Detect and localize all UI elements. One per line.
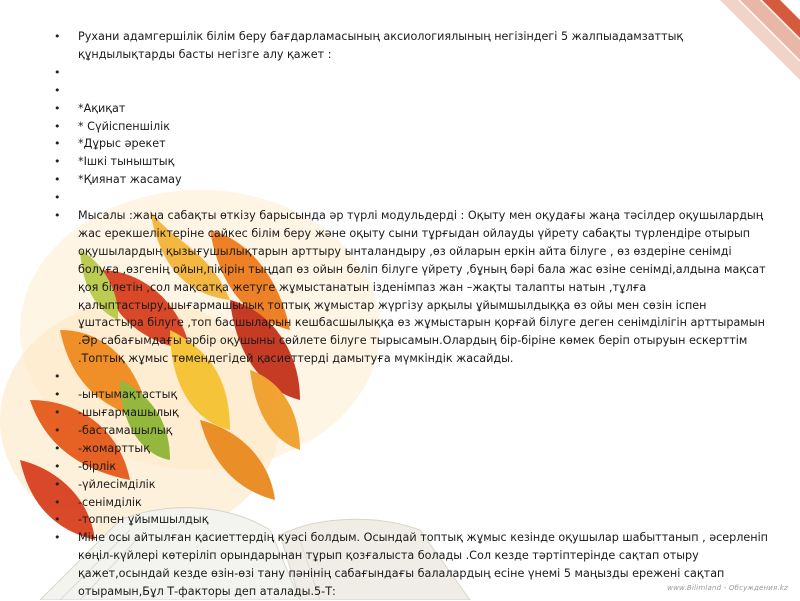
list-item: • -бастамашылық [50, 422, 775, 440]
list-item [50, 82, 775, 100]
list-item: • -бірлік [50, 458, 775, 476]
list-item: • -үйлесімділік [50, 476, 775, 494]
list-item: • -ынтымақтастық [50, 386, 775, 404]
list-item: • -шығармашылық [50, 404, 775, 422]
list-item: • *Ақиқат [50, 100, 775, 118]
list-item: • -жомарттық [50, 440, 775, 458]
list-item: • Рухани адамгершілік білім беру бағдарламасының аксиологиялының негізіндегі 5 жалпыадамзаттық құндылықтарды басты негізге алу қажет : [50, 28, 775, 64]
bullet-list [50, 28, 775, 601]
list-item [50, 64, 775, 82]
list-item: • Мысалы :жаңа сабақты өткізу барысында әр түрлі модульдерді : Оқыту мен оқудағы жаңа тәсілдер оқушылардың жас ерекшеліктеріне сайкес білім беру және оқыту сыни тұрғыдан ойлауды үйрету сабақты түрлендіре отырып оқушылардың қызығушылықтарын арттыру ынталандыру ,өз ойларын еркін айта білуге , өз өздеріне сенімді болуға ,өзгенің ойын,пікірін тыңдап өз ойын бөліп білуге үйрету ,бұның бәрі бала жас өзіне сенімді,алдына мақсат қоя білетін ,сол мақсатқа жетуге жұмыстанатын ізденімпаз жан –жақты талапты натын ,тұлға қалыптастыру,шығармашылық топтық жұмыстар жүргізу арқылы ұйымшылдыққа өз ойы мен сөзін іспен ұштастыра білуге ,топ басшыларын кешбасшылыққа өз жұмыстарын қорғай білуге деген сенімділігін арттырамын .Әр сабағымдағы әрбір оқушыны сөйлете білуге тырысамын.Олардың бір-біріне көмек беріп отыруын ескерттім .Топтық жұмыс төмендегідей қасиеттерді дамытуға мүмкіндік жасайды. [50, 207, 775, 368]
list-item: • * Сүйіспеншілік [50, 118, 775, 136]
watermark: www.Bilimland - Обсуждения.kz [667, 584, 788, 592]
list-item: • *Қиянат жасамау [50, 171, 775, 189]
list-item [50, 368, 775, 386]
list-item: • *Ішкі тыныштық [50, 153, 775, 171]
list-item: • Міне осы айтылған қасиеттердің куәсі болдым. Осындай топтық жұмыс кезінде оқушылар шабыттанып , әсерленіп көңіл-күйлері көтеріліп орындарынан тұрып қозғалыста болады .Сол кезде тәртіптерінде сақтап отыру қажет,осындай кезде өзін-өзі тану пәнінің сабағындағы балалардың есіне үнемі 5 маңызды ережені сақтап отырамын,Бұл Т-факторы деп аталады.5-Т: [50, 529, 775, 601]
list-item [50, 189, 775, 207]
list-item: • *Дұрыс әрекет [50, 135, 775, 153]
list-item: • -сенімділік [50, 494, 775, 512]
slide-body [50, 28, 775, 601]
list-item: • -топпен ұйымшылдық [50, 511, 775, 529]
